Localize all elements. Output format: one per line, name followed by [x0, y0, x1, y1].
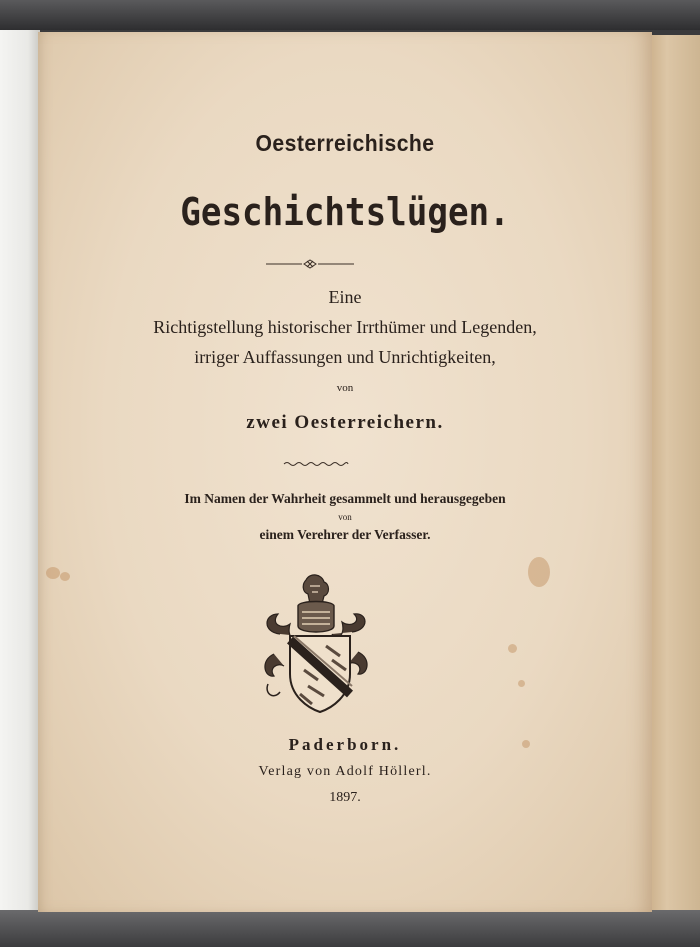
ornamental-rule-wavy [283, 460, 349, 468]
title-line-1: Oesterreichische [255, 130, 435, 156]
title-page [38, 32, 652, 912]
imprint-publisher: Verlag von Adolf Höllerl. [258, 764, 432, 779]
subtitle-line-2: Richtigstellung historischer Irrthümer und Legenden, [153, 317, 537, 337]
editor-note-line-3: einem Verehrer der Verfasser. [259, 527, 431, 542]
foxing-spot [46, 567, 60, 579]
main-title: Geschichtslügen. [180, 190, 510, 234]
background-top-edge [0, 0, 700, 30]
foxing-spot [60, 572, 70, 581]
foxing-spot [528, 557, 550, 587]
subtitle-line-3: irriger Auffassungen und Unrichtigkeiten, [194, 347, 496, 367]
next-page-edge [645, 35, 700, 915]
foxing-spot [518, 680, 525, 687]
authors-line: zwei Oesterreichern. [246, 412, 444, 433]
editor-note-line-1: Im Namen der Wahrheit gesammelt und herausgegeben [184, 491, 506, 506]
ornamental-rule-top [264, 258, 356, 270]
book-cover-edge [0, 30, 40, 915]
imprint-year: 1897. [329, 790, 361, 805]
subtitle-line-1: Eine [328, 287, 362, 307]
coat-of-arms-emblem [260, 574, 372, 714]
foxing-spot [508, 644, 517, 653]
imprint-place: Paderborn. [288, 735, 402, 754]
editor-note-von: von [338, 512, 352, 522]
background-bottom-edge [0, 910, 700, 947]
subtitle-von: von [336, 382, 354, 394]
